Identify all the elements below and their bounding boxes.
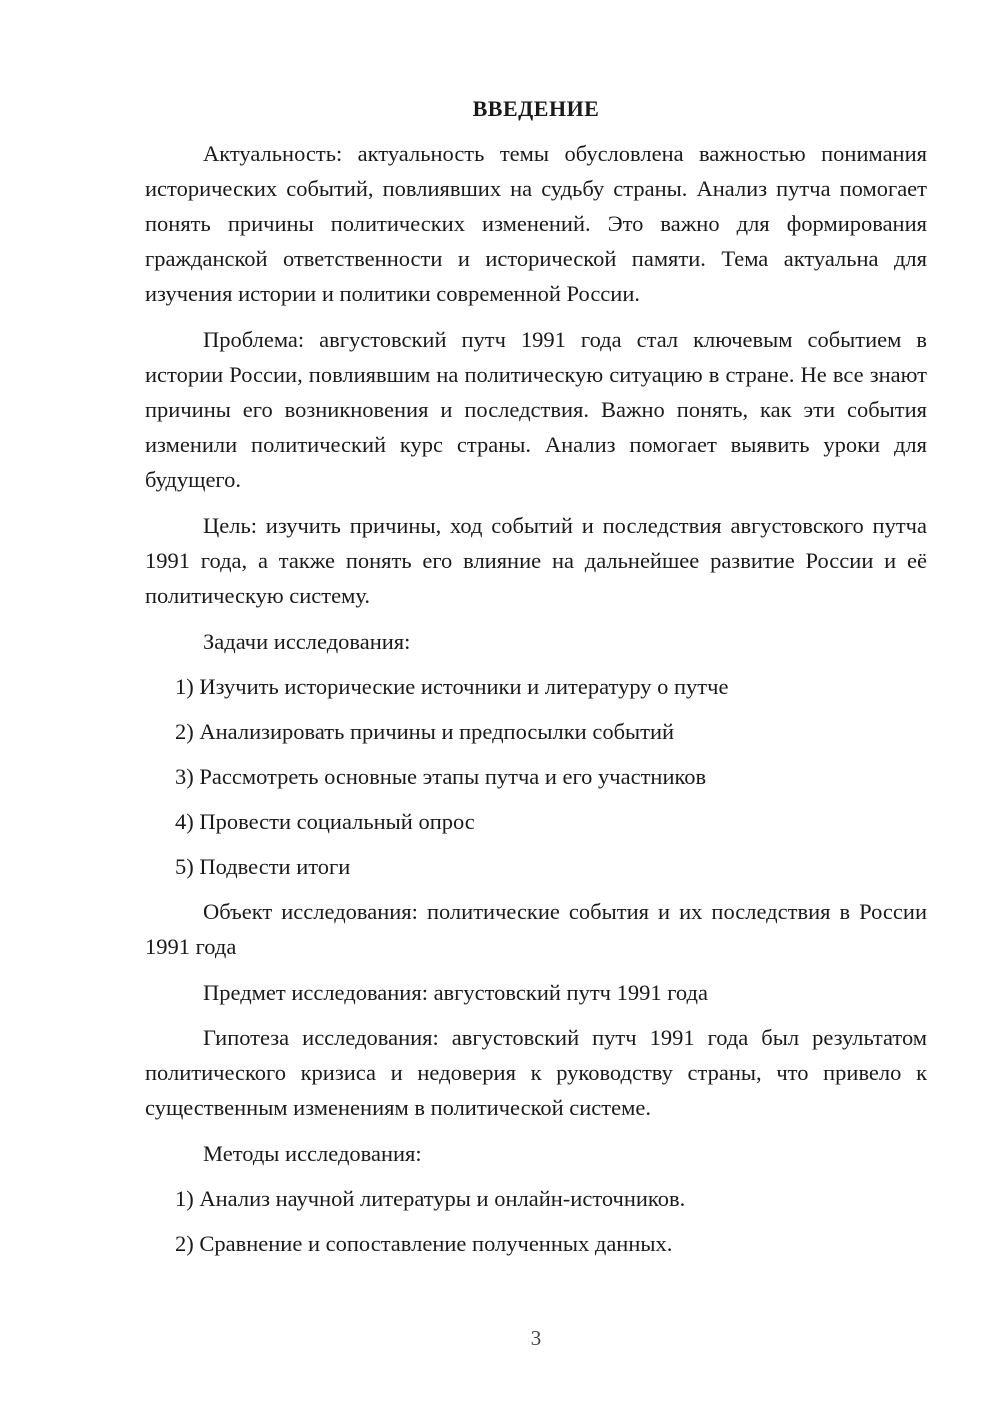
list-item: 1) Анализ научной литературы и онлайн-источников. (175, 1186, 686, 1211)
list-item: 1) Изучить исторические источники и литературу о путче (175, 674, 729, 699)
list-item: 5) Подвести итоги (175, 854, 351, 879)
page-title: ВВЕДЕНИЕ (472, 96, 600, 121)
subject-paragraph: Предмет исследования: августовский путч 1991 года (203, 980, 708, 1005)
relevance-paragraph: Актуальность: актуальность темы обусловлена важностью понимания исторических событий, повлиявших на судьбу страны. Анализ путча помогает понять причины политических изменений. Это важно для формирования гражданской ответственности и исторической памяти. Тема актуальна для изучения истории и политики современной России. (145, 141, 927, 306)
list-item: 2) Анализировать причины и предпосылки событий (175, 719, 675, 744)
object-paragraph: Объект исследования: политические события и их последствия в России 1991 года (145, 899, 927, 959)
list-item: 2) Сравнение и сопоставление полученных данных. (175, 1231, 673, 1256)
tasks-title: Задачи исследования: (203, 629, 411, 654)
hypothesis-paragraph: Гипотеза исследования: августовский путч 1991 года был результатом политического кризиса и недоверия к руководству страны, что привело к существенным изменениям в политической системе. (145, 1025, 927, 1120)
page-number: 3 (530, 1326, 542, 1350)
methods-title: Методы исследования: (203, 1141, 422, 1166)
list-item: 4) Провести социальный опрос (175, 809, 475, 834)
problem-paragraph: Проблема: августовский путч 1991 года стал ключевым событием в истории России, повлиявшим на политическую ситуацию в стране. Не все знают причины его возникновения и последствия. Важно понять, как эти события изменили политический курс страны. Анализ помогает выявить уроки для будущего. (145, 327, 927, 492)
goal-paragraph: Цель: изучить причины, ход событий и последствия августовского путча 1991 года, а также понять его влияние на дальнейшее развитие России и её политическую систему. (145, 513, 927, 608)
list-item: 3) Рассмотреть основные этапы путча и его участников (175, 764, 707, 789)
